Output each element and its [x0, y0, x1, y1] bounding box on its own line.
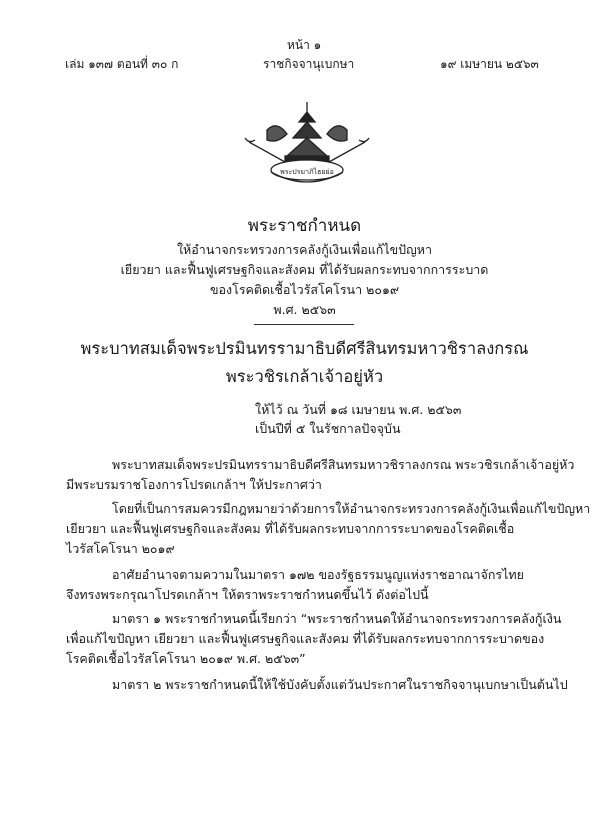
page-number: หน้า ๑: [287, 38, 322, 52]
divider: [254, 324, 354, 325]
recital-line1: โดยที่เป็นการสมควรมีกฎหมายว่าด้วยการให้อำนาจกระทรวงการคลังกู้เงินเพื่อแก้ไขปัญหา: [112, 501, 591, 516]
section1-line2: เพื่อแก้ไขปัญหา เยียวยา และฟื้นฟูเศรษฐกิจและสังคม ที่ได้รับผลกระทบจากการระบาดของ: [66, 631, 545, 646]
decree-heading: พระราชกำหนด: [247, 216, 362, 236]
decree-title-line2: เยียวยา และฟื้นฟูเศรษฐกิจและสังคม ที่ได้รับผลกระทบจากการระบาด: [120, 262, 489, 277]
given-date: ให้ไว้ ณ วันที่ ๑๘ เมษายน พ.ศ. ๒๕๖๓: [255, 402, 462, 417]
decree-title-line1: ให้อำนาจกระทรวงการคลังกู้เงินเพื่อแก้ไขปัญหา: [176, 242, 433, 257]
authority-line2: จึงทรงพระกรุณาโปรดเกล้าฯ ให้ตราพระราชกำหนดขึ้นไว้ ดังต่อไปนี้: [66, 587, 429, 602]
gazette-name: ราชกิจจานุเบกษา: [263, 57, 355, 71]
decree-title-line3: ของโรคติดเชื้อไวรัสโคโรนา ๒๐๑๙: [209, 282, 400, 297]
emblem-text: พระปรมาภิไธยย่อ: [280, 168, 334, 176]
section1-line3: โรคติดเชื้อไวรัสโคโรนา ๒๐๑๙ พ.ศ. ๒๕๖๓”: [66, 651, 306, 666]
preamble-line2: มีพระบรมราชโองการโปรดเกล้าฯ ให้ประกาศว่า: [66, 477, 322, 492]
king-name-line2: พระวชิรเกล้าเจ้าอยู่หัว: [225, 367, 384, 386]
authority-line1: อาศัยอำนาจตามความในมาตรา ๑๗๒ ของรัฐธรรมนูญแห่งราชอาณาจักรไทย: [112, 567, 524, 582]
volume-issue: เล่ม ๑๓๗ ตอนที่ ๓๐ ก: [65, 57, 179, 71]
gazette-date: ๑๙ เมษายน ๒๕๖๓: [440, 57, 539, 71]
king-name-line1: พระบาทสมเด็จพระปรมินทรรามาธิบดีศรีสินทรมหาวชิราลงกรณ: [80, 339, 529, 358]
section2-line1: มาตรา ๒ พระราชกำหนดนี้ให้ใช้บังคับตั้งแต่วันประกาศในราชกิจจานุเบกษาเป็นต้นไป: [112, 677, 568, 692]
decree-year: พ.ศ. ๒๕๖๓: [273, 302, 336, 317]
recital-line2: เยียวยา และฟื้นฟูเศรษฐกิจและสังคม ที่ได้รับผลกระทบจากการระบาดของโรคติดเชื้อ: [66, 521, 515, 536]
section1-line1: มาตรา ๑ พระราชกำหนดนี้เรียกว่า “พระราชกำหนดให้อำนาจกระทรวงการคลังกู้เงิน: [112, 611, 562, 626]
reign-year: เป็นปีที่ ๕ ในรัชกาลปัจจุบัน: [255, 421, 401, 436]
preamble-line1: พระบาทสมเด็จพระปรมินทรรามาธิบดีศรีสินทรมหาวชิราลงกรณ พระวชิรเกล้าเจ้าอยู่หัว: [112, 457, 575, 472]
royal-cypher-emblem: [237, 100, 377, 200]
recital-line3: ไวรัสโคโรนา ๒๐๑๙: [66, 541, 175, 556]
